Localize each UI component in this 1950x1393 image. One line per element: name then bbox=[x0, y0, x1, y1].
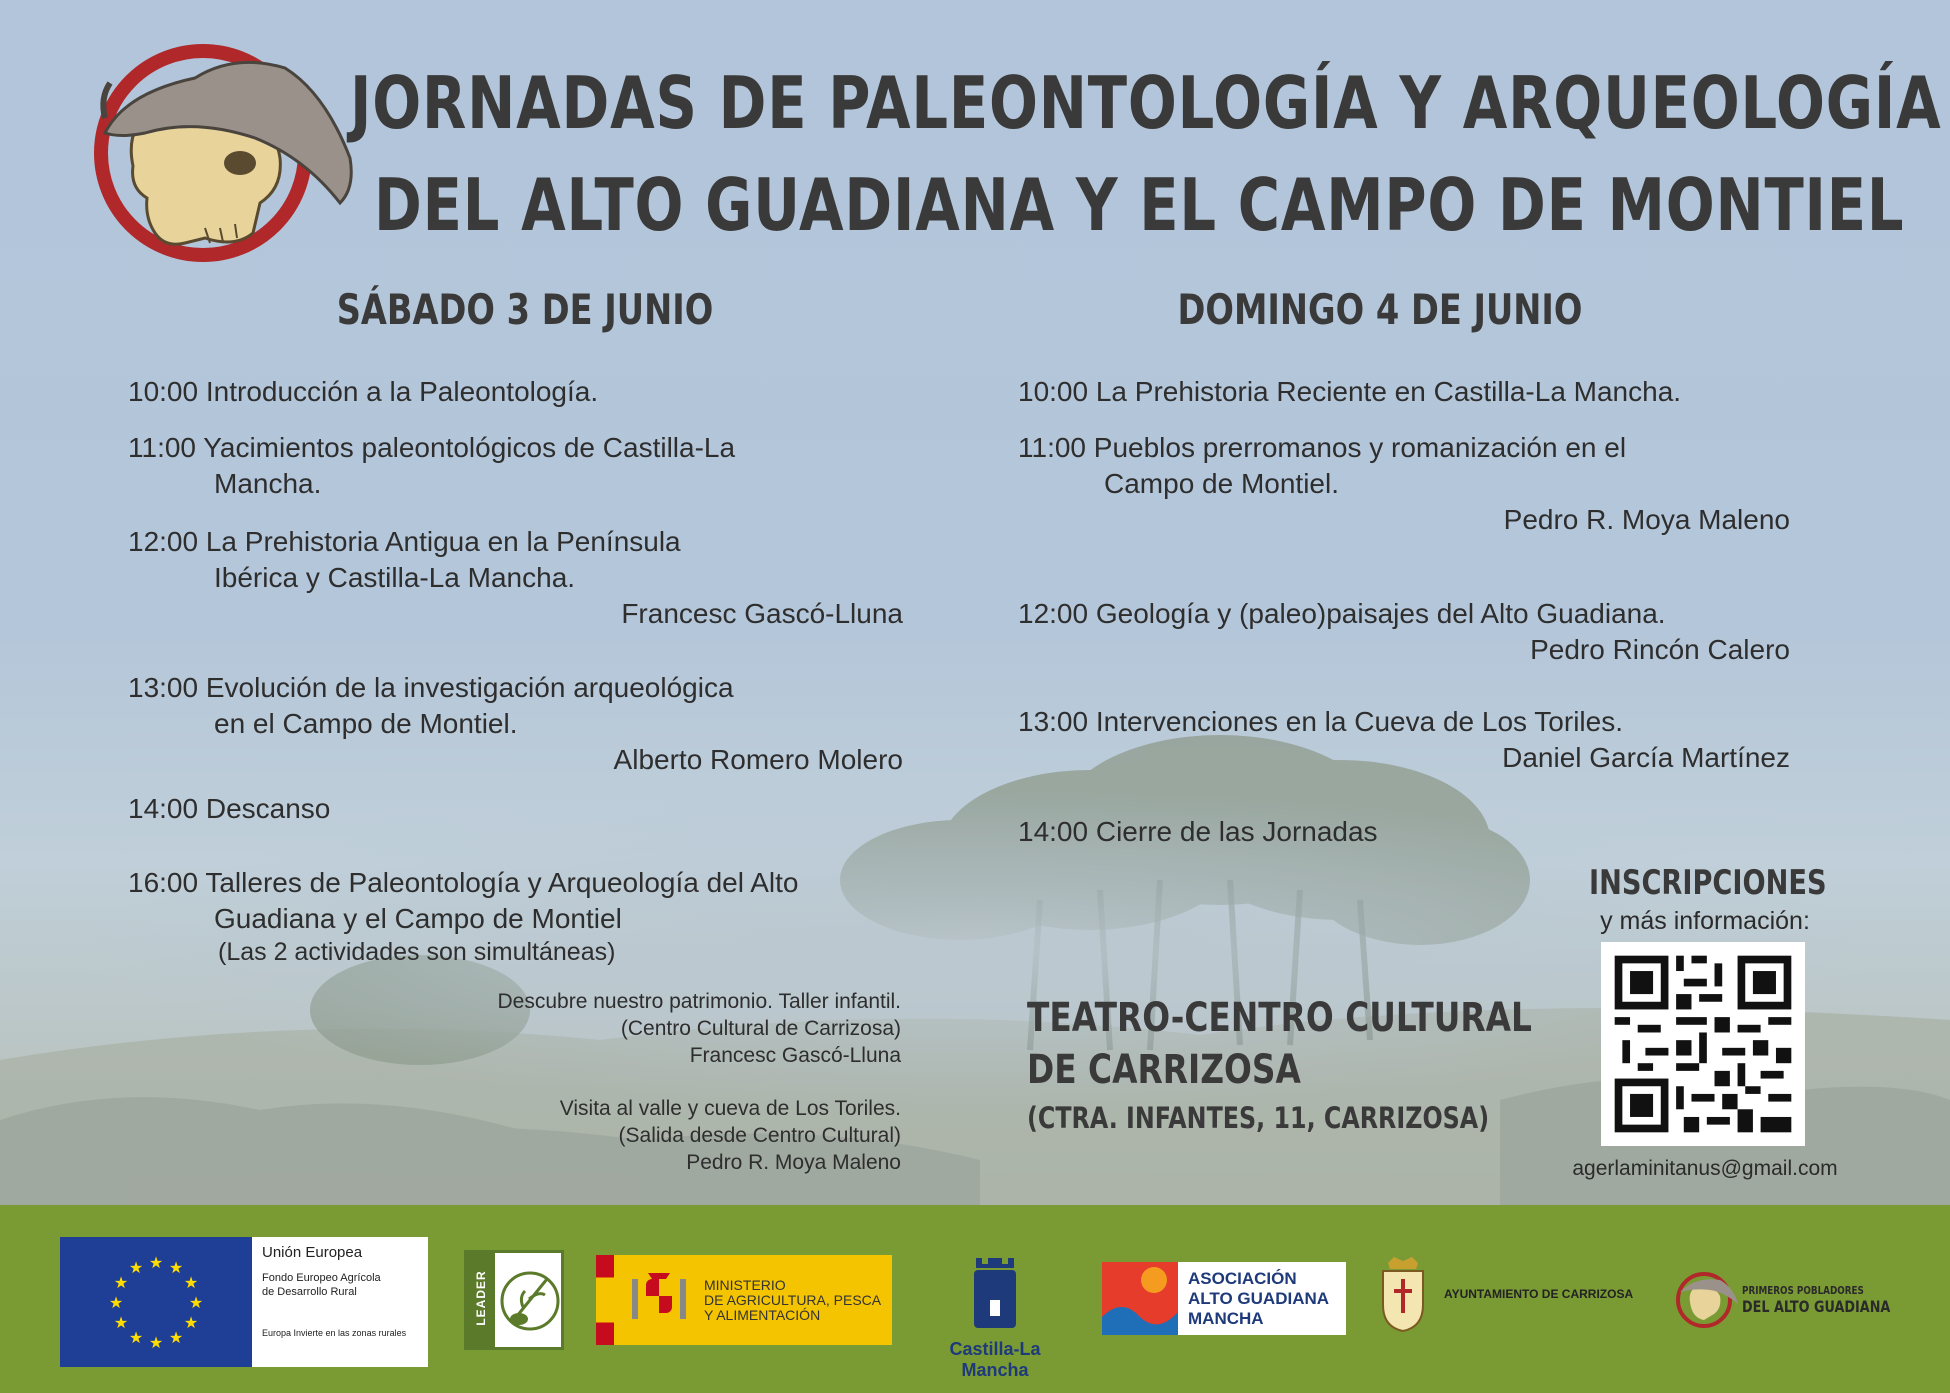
item-time: 12:00 bbox=[1018, 598, 1089, 629]
saturday-item bbox=[128, 865, 903, 967]
clm-logo bbox=[920, 1250, 1070, 1381]
sunday-item bbox=[1018, 596, 1790, 668]
item-note: (Las 2 actividades son simultáneas) bbox=[218, 938, 616, 966]
ministry-line-2: DE AGRICULTURA, PESCA bbox=[704, 1291, 882, 1308]
item-speaker: Daniel García Martínez bbox=[1502, 742, 1790, 773]
title-line-1: JORNADAS DE PALEONTOLOGÍA Y ARQUEOLOGÍA bbox=[350, 61, 1942, 145]
item-time: 14:00 bbox=[128, 793, 199, 824]
eu-fund-1: Fondo Europeo Agrícola bbox=[262, 1272, 381, 1284]
venue-name bbox=[1027, 992, 1532, 1096]
carrizosa-shield-icon bbox=[1380, 1255, 1426, 1333]
venue-line-1: TEATRO-CENTRO CULTURAL bbox=[1027, 995, 1532, 1041]
saturday-item bbox=[128, 670, 903, 778]
clm-label: Castilla-La Mancha bbox=[949, 1339, 1041, 1380]
item-text-cont: Campo de Montiel. bbox=[1104, 468, 1340, 499]
item-text: La Prehistoria Antigua en la Península bbox=[205, 526, 681, 557]
skull-hat-small-icon bbox=[1676, 1270, 1740, 1330]
svg-text:★: ★ bbox=[108, 1293, 124, 1312]
saturday-heading: SÁBADO 3 DE JUNIO bbox=[336, 285, 714, 334]
venue-line-2: DE CARRIZOSA bbox=[1027, 1047, 1301, 1093]
item-time: 11:00 bbox=[128, 432, 196, 463]
ayuntamiento-logo bbox=[1380, 1255, 1633, 1333]
leader-label: LEADER bbox=[474, 1270, 488, 1326]
event-title bbox=[350, 52, 1942, 256]
item-text: Talleres de Paleontología y Arqueología del Alto bbox=[205, 867, 799, 898]
venue-address: (CTRA. INFANTES, 11, CARRIZOSA) bbox=[1027, 1101, 1490, 1135]
item-text: Geología y (paleo)paisajes del Alto Guadiana. bbox=[1095, 598, 1666, 629]
item-text: Descanso bbox=[205, 793, 331, 824]
item-text: Cierre de las Jornadas bbox=[1095, 816, 1378, 847]
workshop-title: Visita al valle y cueva de Los Toriles. bbox=[559, 1097, 901, 1120]
workshop-title: Descubre nuestro patrimonio. Taller infantil. bbox=[497, 990, 901, 1013]
contact-email[interactable]: agerlaminitanus@gmail.com bbox=[1572, 1157, 1838, 1180]
item-text-cont: Guadiana y el Campo de Montiel bbox=[214, 903, 622, 934]
sunday-item bbox=[1018, 814, 1790, 850]
ministry-line-3: Y ALIMENTACIÓN bbox=[704, 1306, 821, 1323]
sunday-item bbox=[1018, 430, 1790, 538]
pobladores-logo bbox=[1676, 1270, 1927, 1330]
item-speaker: Francesc Gascó-Lluna bbox=[621, 598, 903, 629]
svg-text:★: ★ bbox=[168, 1328, 184, 1347]
item-time: 16:00 bbox=[128, 867, 199, 898]
item-time: 12:00 bbox=[128, 526, 199, 557]
saturday-item bbox=[128, 430, 903, 502]
item-text: La Prehistoria Reciente en Castilla-La Mancha. bbox=[1095, 376, 1682, 407]
pobladores-line-2: DEL ALTO GUADIANA bbox=[1742, 1297, 1891, 1316]
svg-text:★: ★ bbox=[183, 1273, 199, 1292]
sunday-heading: DOMINGO 4 DE JUNIO bbox=[1177, 285, 1583, 334]
item-text-cont: en el Campo de Montiel. bbox=[214, 708, 518, 739]
qr-code[interactable] bbox=[1601, 942, 1805, 1146]
pobladores-line-1: PRIMEROS POBLADORES bbox=[1742, 1284, 1864, 1297]
item-time: 13:00 bbox=[128, 672, 199, 703]
ayuntamiento-label: AYUNTAMIENTO DE CARRIZOSA bbox=[1444, 1287, 1634, 1301]
saturday-item bbox=[128, 524, 903, 632]
svg-text:★: ★ bbox=[168, 1258, 184, 1277]
svg-text:★: ★ bbox=[113, 1273, 129, 1292]
item-text: Intervenciones en la Cueva de Los Toriles. bbox=[1095, 706, 1623, 737]
item-time: 10:00 bbox=[1018, 376, 1089, 407]
item-text-cont: Mancha. bbox=[214, 468, 322, 499]
spain-coat-of-arms-icon bbox=[624, 1265, 694, 1335]
leader-leaf-icon bbox=[499, 1261, 561, 1341]
eu-title: Unión Europea bbox=[262, 1244, 363, 1261]
item-time: 10:00 bbox=[128, 376, 199, 407]
sunday-item bbox=[1018, 374, 1790, 410]
svg-text:★: ★ bbox=[188, 1293, 204, 1312]
svg-text:★: ★ bbox=[113, 1313, 129, 1332]
item-text-cont: Ibérica y Castilla-La Mancha. bbox=[214, 562, 576, 593]
skull-hat-logo bbox=[85, 38, 355, 268]
workshop-infantil bbox=[380, 988, 901, 1069]
registration-block bbox=[1560, 863, 1850, 936]
item-speaker: Alberto Romero Molero bbox=[613, 744, 903, 775]
clm-castle-icon bbox=[970, 1250, 1020, 1330]
workshop-location: (Centro Cultural de Carrizosa) bbox=[620, 1017, 901, 1040]
saturday-item bbox=[128, 374, 903, 410]
leader-logo bbox=[464, 1250, 564, 1350]
saturday-item bbox=[128, 791, 903, 827]
ministry-logo bbox=[596, 1255, 892, 1345]
asociacion-line-3: MANCHA bbox=[1188, 1308, 1264, 1328]
sunday-item bbox=[1018, 704, 1790, 776]
item-speaker: Pedro Rincón Calero bbox=[1530, 634, 1790, 665]
ministry-line-1: MINISTERIO bbox=[704, 1276, 786, 1293]
workshop-location: (Salida desde Centro Cultural) bbox=[618, 1124, 901, 1147]
sponsor-footer bbox=[0, 1205, 1950, 1393]
workshop-speaker: Francesc Gascó-Lluna bbox=[689, 1044, 901, 1067]
registration-subheading: y más información: bbox=[1600, 907, 1810, 935]
item-speaker: Pedro R. Moya Maleno bbox=[1503, 504, 1790, 535]
item-time: 13:00 bbox=[1018, 706, 1089, 737]
item-text: Evolución de la investigación arqueológica bbox=[205, 672, 734, 703]
svg-text:★: ★ bbox=[128, 1328, 144, 1347]
svg-text:★: ★ bbox=[128, 1258, 144, 1277]
eu-logo bbox=[60, 1237, 428, 1367]
workshop-visita bbox=[380, 1095, 901, 1176]
workshop-speaker: Pedro R. Moya Maleno bbox=[686, 1151, 901, 1174]
item-time: 14:00 bbox=[1018, 816, 1089, 847]
eu-tagline: Europa Invierte en las zonas rurales bbox=[262, 1328, 407, 1338]
qr-code-pattern bbox=[1601, 942, 1805, 1146]
item-time: 11:00 bbox=[1018, 432, 1086, 463]
title-line-2: DEL ALTO GUADIANA Y EL CAMPO DE MONTIEL bbox=[374, 163, 1905, 247]
asociacion-line-2: ALTO GUADIANA bbox=[1188, 1288, 1330, 1308]
asociacion-logo bbox=[1102, 1262, 1346, 1335]
svg-text:★: ★ bbox=[183, 1313, 199, 1332]
registration-heading: INSCRIPCIONES bbox=[1589, 863, 1827, 903]
eu-flag-icon bbox=[60, 1237, 252, 1367]
eu-fund-2: de Desarrollo Rural bbox=[262, 1286, 357, 1298]
item-text: Introducción a la Paleontología. bbox=[205, 376, 599, 407]
item-text: Pueblos prerromanos y romanización en el bbox=[1093, 432, 1627, 463]
svg-text:★: ★ bbox=[148, 1253, 164, 1272]
item-text: Yacimientos paleontológicos de Castilla-La bbox=[203, 432, 736, 463]
asociacion-line-1: ASOCIACIÓN bbox=[1188, 1268, 1297, 1288]
asociacion-sun-icon bbox=[1102, 1262, 1178, 1335]
svg-text:★: ★ bbox=[148, 1333, 164, 1352]
